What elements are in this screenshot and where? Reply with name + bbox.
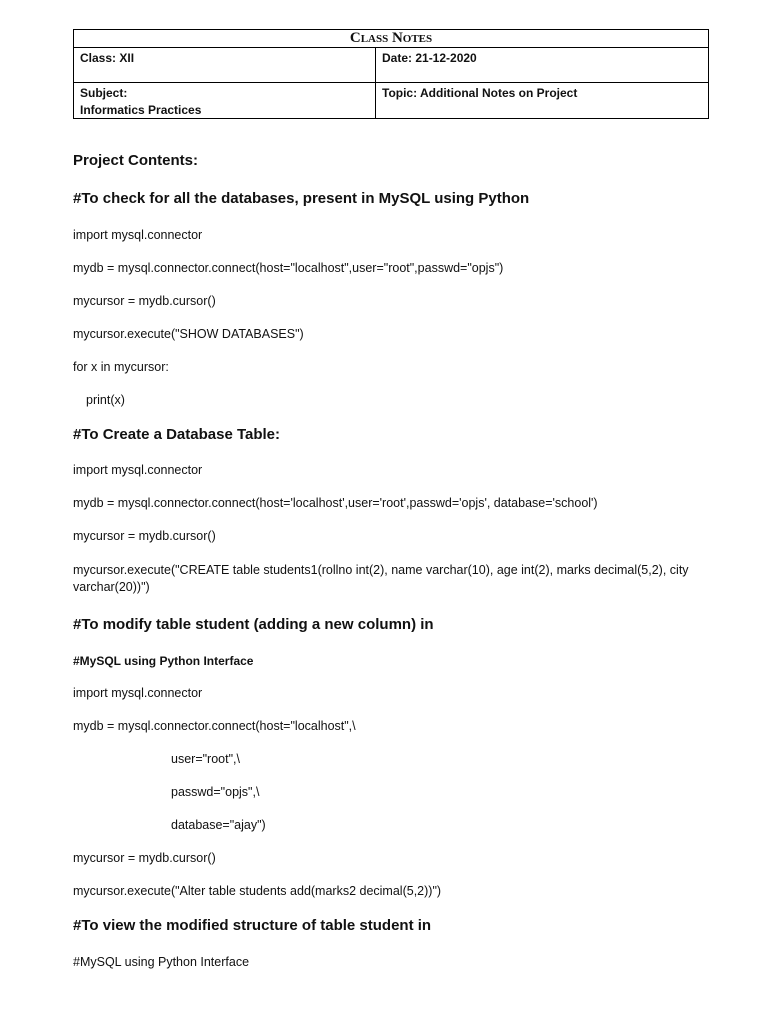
code-line: #MySQL using Python Interface [73, 955, 250, 969]
header-row-class-date [74, 48, 708, 83]
code-line: mydb = mysql.connector.connect(host="localhost",\ [73, 719, 356, 733]
section-heading-create-table: #To Create a Database Table: [73, 426, 281, 443]
code-line: for x in mycursor: [73, 360, 169, 374]
date-cell: Date: 21-12-2020 [382, 51, 477, 65]
section-heading-view-structure: #To view the modified structure of table student in [73, 917, 432, 934]
code-line: mycursor = mydb.cursor() [73, 294, 216, 308]
topic-cell: Topic: Additional Notes on Project [382, 86, 578, 100]
project-contents-heading: Project Contents: [73, 152, 199, 169]
code-line: import mysql.connector [73, 228, 203, 242]
subject-label: Subject: [80, 86, 128, 100]
code-line-wrapped: mycursor.execute("CREATE table students1(rollno int(2), name varchar(10), age int(2), marks decimal(5,2), city varchar(20))") [73, 563, 689, 594]
code-line-indented: print(x) [86, 393, 125, 407]
section-subheading: #MySQL using Python Interface [73, 654, 254, 668]
section-heading-modify-table: #To modify table student (adding a new column) in [73, 616, 434, 633]
code-line: mydb = mysql.connector.connect(host='localhost',user='root',passwd='opjs', database='school') [73, 496, 598, 510]
code-line: import mysql.connector [73, 463, 203, 477]
code-line: mycursor.execute("SHOW DATABASES") [73, 327, 304, 341]
subject-cell [74, 83, 376, 118]
subject-value: Informatics Practices [80, 103, 202, 117]
code-line: mycursor = mydb.cursor() [73, 851, 216, 865]
header-row-subject-topic [74, 83, 708, 118]
code-line: mycursor = mydb.cursor() [73, 529, 216, 543]
code-line-indented: passwd="opjs",\ [171, 785, 260, 799]
code-line: mydb = mysql.connector.connect(host="localhost",user="root",passwd="opjs") [73, 261, 504, 275]
code-line-indented: user="root",\ [171, 752, 240, 766]
code-line: import mysql.connector [73, 686, 203, 700]
class-notes-header-table [73, 29, 709, 119]
header-title: Class Notes [74, 30, 708, 48]
class-cell: Class: XII [74, 48, 376, 82]
code-line-indented: database="ajay") [171, 818, 266, 832]
code-line: mycursor.execute("Alter table students add(marks2 decimal(5,2))") [73, 884, 442, 898]
section-heading-check-databases: #To check for all the databases, present in MySQL using Python [73, 190, 530, 207]
